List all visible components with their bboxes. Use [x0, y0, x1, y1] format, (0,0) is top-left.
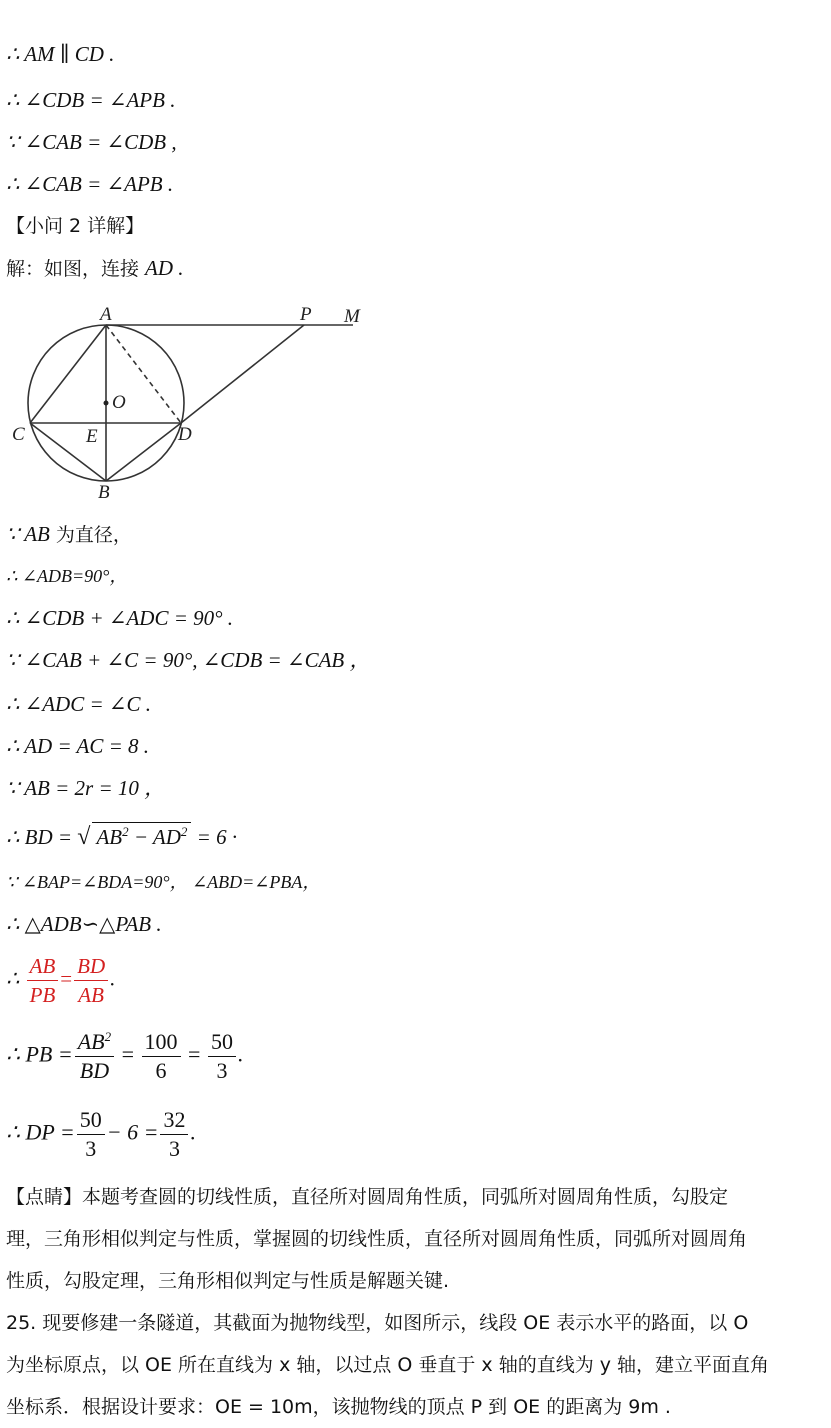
pb-num-2: 100: [142, 1028, 181, 1057]
proof-line-7: [6, 520, 132, 549]
ratio-den-1: PB: [29, 983, 56, 1007]
segment-ac: [30, 325, 106, 423]
proof-line-17: [6, 952, 115, 1009]
circle-tangent-figure: [8, 300, 378, 500]
ratio-den-2: AB: [78, 983, 104, 1007]
pb-den-3: 3: [216, 1058, 228, 1083]
dp-den-2: 3: [168, 1136, 180, 1161]
because-symbol: ∵: [6, 522, 25, 546]
proof-line-4: ∴ ∠CAB = ∠APB .: [6, 172, 174, 196]
problem-line-3: 坐标系．根据设计要求：OE = 10m，该抛物线的顶点 P 到 OE 的距离为 9m .: [6, 1396, 671, 1418]
sqrt-radicand: [92, 822, 191, 851]
proof-line-14: [6, 822, 237, 851]
segment-dp: [181, 325, 304, 423]
commentary-line-2: 理，三角形相似判定与性质，掌握圆的切线性质，直径所对圆周角性质，同弧所对圆周角: [6, 1228, 748, 1250]
bd-result: = 6 ·: [191, 825, 238, 849]
sqrt-ad-exp: 2: [180, 824, 188, 839]
pb-prefix: ∴ PB =: [6, 1041, 73, 1067]
dp-frac-1: [77, 1106, 105, 1163]
sub-question-heading: 【小问 2 详解】: [6, 215, 145, 237]
solution-intro-math: AD .: [145, 256, 184, 280]
ratio-eq: =: [60, 966, 73, 991]
label-p: P: [300, 304, 312, 325]
center-point-o: [104, 401, 109, 406]
proof-line-12: ∴ AD = AC = 8 .: [6, 734, 150, 758]
proof-line-19: [6, 1106, 196, 1163]
label-c: C: [12, 424, 25, 445]
sqrt-minus-ad: − AD: [128, 825, 181, 849]
pb-frac-3: [208, 1028, 236, 1085]
pb-frac-1: [75, 1028, 114, 1085]
dp-num-2: 32: [160, 1106, 188, 1135]
dp-prefix: ∴ DP =: [6, 1119, 75, 1145]
pb-end: .: [237, 1041, 244, 1067]
dp-frac-2: [160, 1106, 188, 1163]
label-m: M: [344, 306, 360, 327]
label-a: A: [100, 304, 112, 325]
dp-end: .: [190, 1119, 196, 1145]
label-e: E: [86, 426, 98, 447]
label-b: B: [98, 482, 110, 500]
problem-line-2: 为坐标原点，以 OE 所在直线为 x 轴，以过点 O 垂直于 x 轴的直线为 y 轴，建立平面直角: [6, 1354, 770, 1376]
proof-line-9: ∴ ∠CDB + ∠ADC = 90° .: [6, 606, 234, 630]
pb-num-1: [75, 1028, 114, 1057]
ratio-num-1: AB: [27, 952, 59, 981]
dp-num-1: 50: [77, 1106, 105, 1135]
diameter-text: 为直径，: [49, 524, 132, 546]
proof-line-8: ∴ ∠ADB=90°，: [6, 566, 128, 586]
proof-line-2: ∴ ∠CDB = ∠APB .: [6, 88, 176, 112]
ab-symbol: AB: [24, 522, 50, 546]
pb-num-1-exp: 2: [104, 1029, 112, 1044]
sqrt-ab: AB: [96, 825, 123, 849]
ratio-frac-2: [74, 952, 108, 1009]
ratio-frac-1: [27, 952, 59, 1009]
solution-intro-text: 解：如图，连接: [6, 258, 146, 280]
proof-line-13: ∵ AB = 2r = 10 ，: [6, 776, 166, 800]
proof-line-11: ∴ ∠ADC = ∠C .: [6, 692, 151, 716]
proof-line-18: ∴ PB = $\frac{AB^2}{BD}$ = $\frac{100}{6}$ = $\frac{50}{3}$ .: [6, 1029, 244, 1083]
proof-line-1: ∴ AM ∥ CD .: [6, 42, 115, 66]
pb-den-2: 6: [155, 1058, 167, 1083]
bd-prefix: ∴ BD =: [6, 825, 78, 849]
label-d: D: [178, 424, 192, 445]
commentary-paragraph: [6, 1176, 826, 1302]
proof-line-10: ∵ ∠CAB + ∠C = 90°, ∠CDB = ∠CAB ，: [6, 648, 371, 672]
proof-line-3: ∵ ∠CAB = ∠CDB ,: [6, 130, 177, 154]
ratio-end: .: [110, 966, 116, 991]
problem-25-paragraph: [6, 1302, 826, 1428]
pb-frac-2: [142, 1028, 181, 1085]
sqrt-ab-exp: 2: [122, 824, 129, 839]
dp-mid: − 6 =: [106, 1119, 159, 1145]
commentary-line-3: 性质，勾股定理，三角形相似判定与性质是解题关键.: [6, 1270, 450, 1292]
solution-intro: [6, 254, 184, 283]
proof-line-15: ∵ ∠BAP=∠BDA=90°， ∠ABD=∠PBA，: [6, 872, 321, 892]
ratio-num-2: BD: [74, 952, 108, 981]
dp-den-1: 3: [85, 1136, 97, 1161]
pb-den-1: BD: [79, 1058, 110, 1083]
label-o: O: [112, 392, 126, 413]
commentary-line-1: 【点睛】本题考查圆的切线性质，直径所对圆周角性质，同弧所对圆周角性质，勾股定: [6, 1186, 729, 1208]
problem-line-1: 25. 现要修建一条隧道，其截面为抛物线型，如图所示，线段 OE 表示水平的路面，以 O: [6, 1312, 749, 1334]
proof-line-16: ∴ △ADB∽△PAB .: [6, 912, 162, 936]
pb-num-3: 50: [208, 1028, 236, 1057]
pb-num-1-ab: AB: [77, 1029, 105, 1054]
sqrt-sign: √: [77, 824, 91, 850]
ratio-prefix: ∴: [6, 966, 25, 991]
